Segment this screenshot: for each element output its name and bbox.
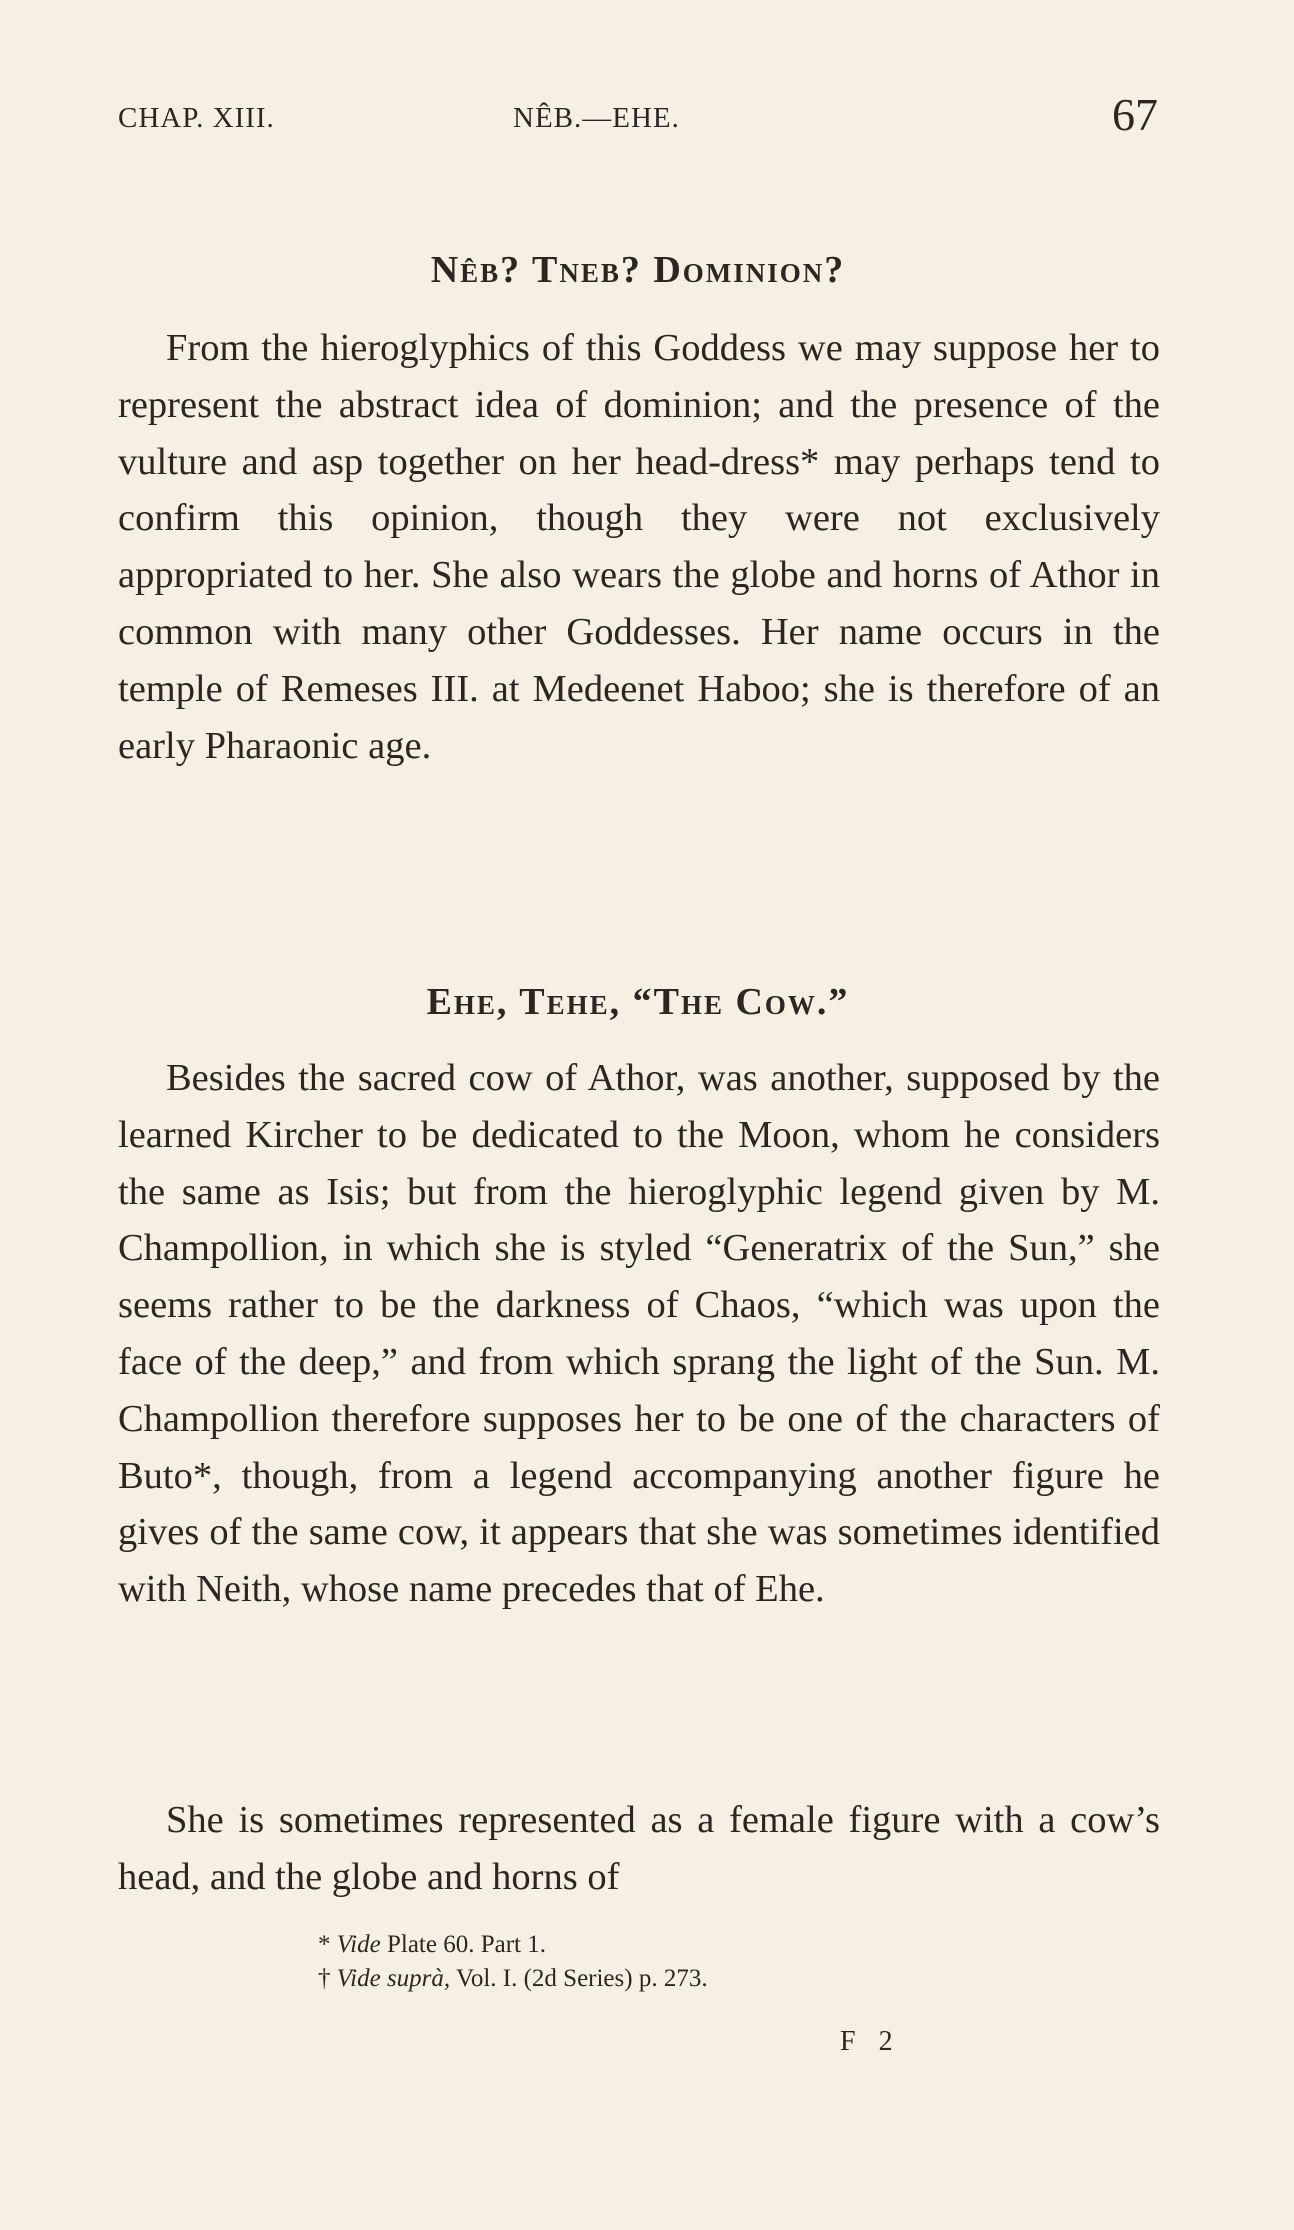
footnote-text: Plate 60. Part 1.	[386, 1931, 546, 1958]
footnote-ref: Vide	[336, 1931, 381, 1958]
footnote-mark: †	[318, 1965, 331, 1992]
running-title: NÊB.—EHE.	[513, 102, 680, 134]
footnote-mark: *	[318, 1931, 331, 1958]
signature-mark: F 2	[840, 2026, 901, 2057]
page-number: 67	[1112, 89, 1158, 140]
footnote	[318, 1928, 1018, 1962]
section-heading-ehe: Ehe, Tehe, “The Cow.”	[426, 981, 850, 1023]
running-head	[118, 88, 1158, 148]
paragraph-ehe-2: She is sometimes represented as a female figure with a cow’s head, and the globe and horns of	[118, 1799, 1160, 1898]
chapter-label: CHAP. XIII.	[118, 102, 275, 134]
footnote-text: Vol. I. (2d Series) p. 273.	[455, 1965, 708, 1992]
footnotes	[318, 1928, 1018, 1996]
section-heading-neb: Nêb? Tneb? Dominion?	[430, 249, 846, 291]
footnote-ref: Vide suprà,	[336, 1965, 451, 1992]
paragraph-neb: From the hieroglyphics of this Goddess we may suppose her to represent the abstract idea of dominion; and the presence of the vulture and asp together on her head-dress* may perhaps tend to confirm this opinion, though they were not exclusively appropriated to her. She also wears the globe and horns of Athor in common with many other Goddesses. Her name occurs in the temple of Remeses III. at Medeenet Haboo; she is therefore of an early Pharaonic age.	[118, 327, 1160, 767]
book-page	[118, 88, 1160, 2188]
footnote	[318, 1962, 1018, 1996]
paragraph-ehe-1: Besides the sacred cow of Athor, was another, supposed by the learned Kircher to be dedicated to the Moon, whom he considers the same as Isis; but from the hieroglyphic legend given by M. Champollion, in which she is styled “Generatrix of the Sun,” she seems rather to be the darkness of Chaos, “which was upon the face of the deep,” and from which sprang the light of the Sun. M. Champollion therefore supposes her to be one of the characters of Buto*, though, from a legend accompanying another figure he gives of the same cow, it appears that she was sometimes identified with Neith, whose name precedes that of Ehe.	[118, 1057, 1160, 1611]
